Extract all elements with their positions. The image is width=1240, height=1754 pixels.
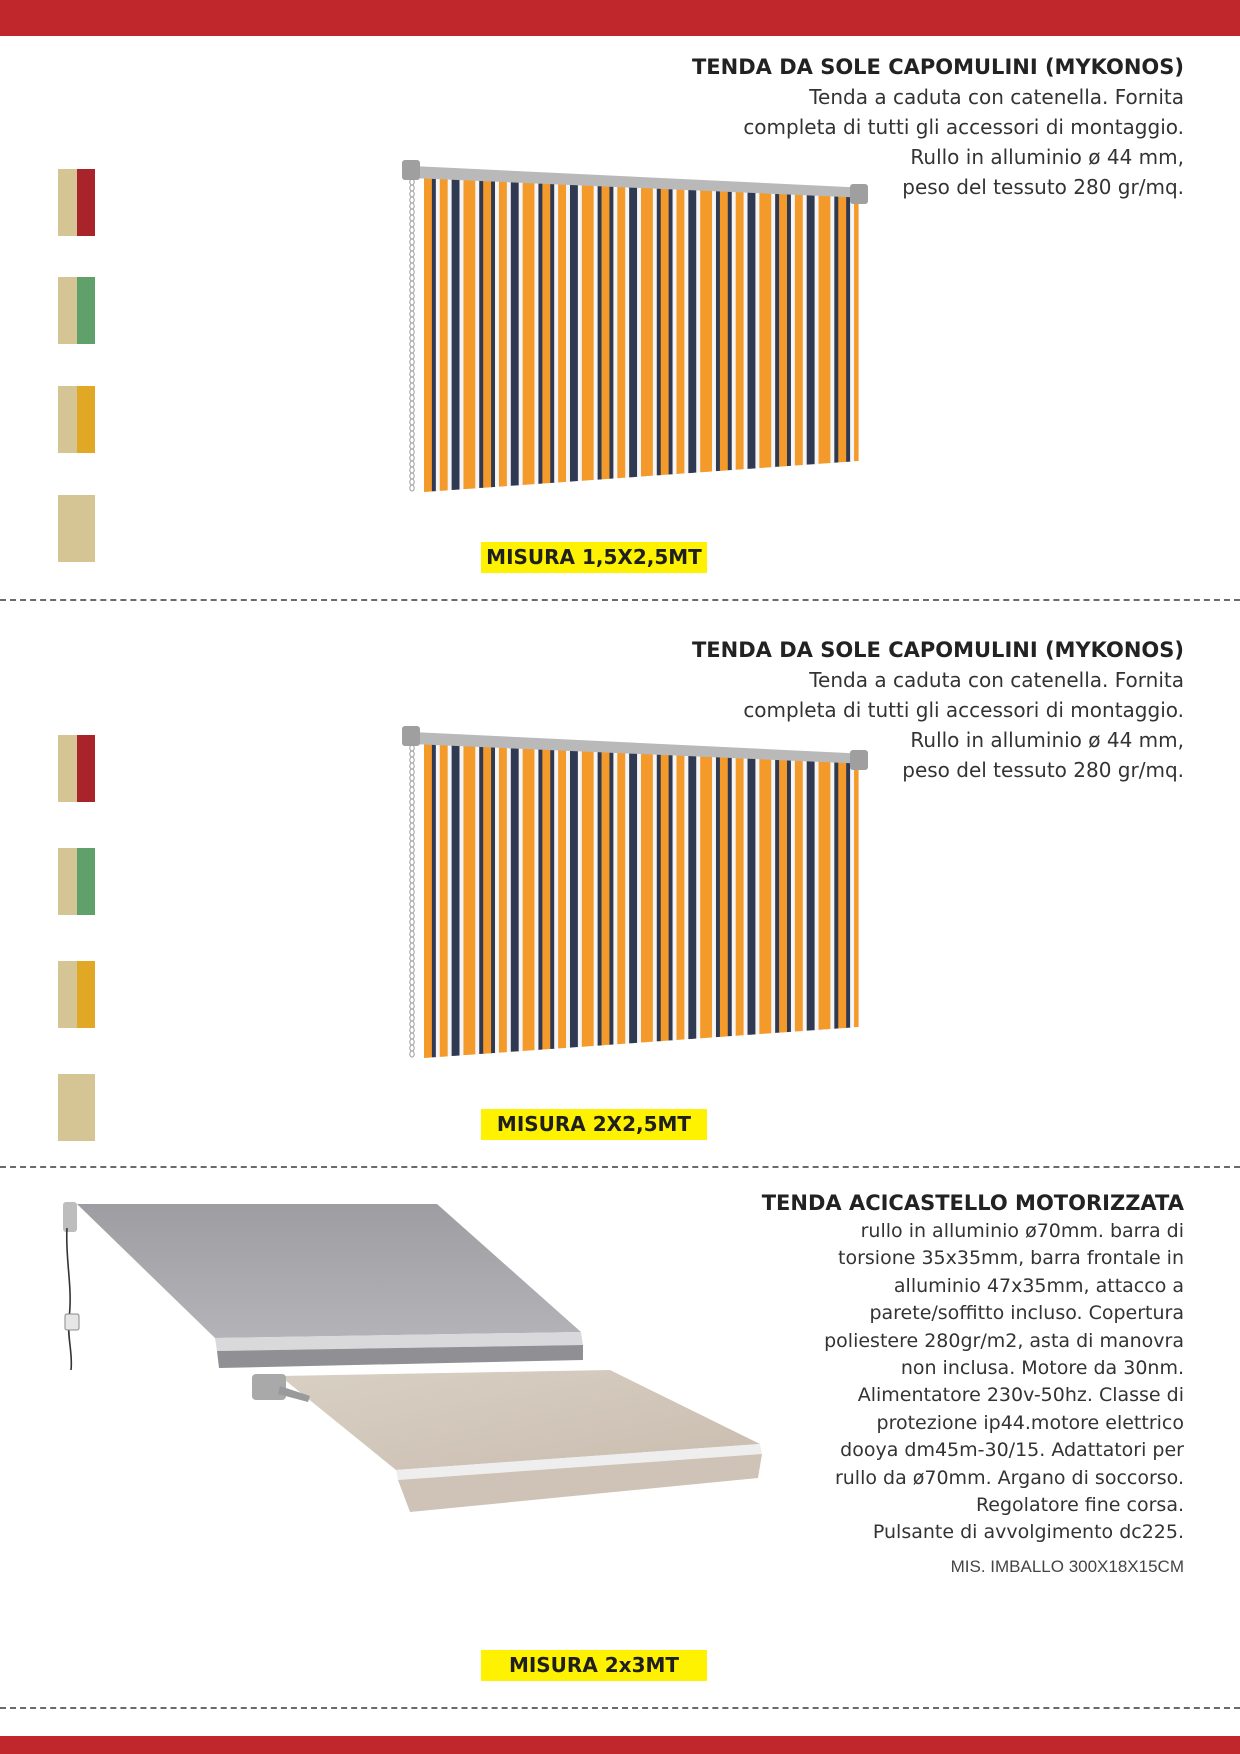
- description-line: Tenda a caduta con catenella. Fornita: [809, 85, 1184, 109]
- drop-awning-image: [398, 722, 874, 1067]
- description-line: peso del tessuto 280 gr/mq.: [902, 758, 1184, 782]
- product-section-3: [0, 1168, 1240, 1708]
- size-label: MISURA 2x3MT: [481, 1650, 707, 1681]
- color-swatch-yellow[interactable]: [58, 386, 95, 453]
- product-title: TENDA DA SOLE CAPOMULINI (MYKONOS): [691, 55, 1184, 79]
- description-line: dooya dm45m-30/15. Adattatori per: [840, 1439, 1184, 1462]
- description-line: Rullo in alluminio ø 44 mm,: [910, 145, 1184, 169]
- color-swatch-yellow[interactable]: [58, 961, 95, 1028]
- bottom-brand-bar: [0, 1736, 1240, 1754]
- product-section-2: [0, 600, 1240, 1166]
- color-swatch-green[interactable]: [58, 277, 95, 344]
- section-divider: [0, 1707, 1240, 1709]
- awning-fabric: [424, 740, 859, 1058]
- color-swatch-red[interactable]: [58, 169, 95, 236]
- description-line: completa di tutti gli accessori di montaggio.: [743, 698, 1184, 722]
- product-description: [762, 1188, 1184, 1579]
- description-line: rullo in alluminio ø70mm. barra di: [860, 1220, 1184, 1242]
- packaging-size: MIS. IMBALLO 300X18X15CM: [950, 1556, 1184, 1576]
- product-title: TENDA ACICASTELLO MOTORIZZATA: [761, 1191, 1184, 1215]
- description-line: poliestere 280gr/m2, asta di manovra: [824, 1329, 1184, 1352]
- color-swatch-beige[interactable]: [58, 1074, 95, 1141]
- color-swatch-red[interactable]: [58, 735, 95, 802]
- size-label: MISURA 1,5X2,5MT: [481, 542, 707, 573]
- description-line: Regolatore fine corsa.: [975, 1494, 1184, 1517]
- description-line: protezione ip44.motore elettrico: [876, 1411, 1184, 1434]
- description-line: non inclusa. Motore da 30nm.: [900, 1357, 1184, 1380]
- description-line: Alimentatore 230v-50hz. Classe di: [857, 1384, 1184, 1407]
- description-line: Rullo in alluminio ø 44 mm,: [910, 728, 1184, 752]
- description-line: Tenda a caduta con catenella. Fornita: [809, 668, 1184, 692]
- description-line: rullo da ø70mm. Argano di soccorso.: [834, 1466, 1184, 1489]
- product-section-1: [0, 0, 1240, 600]
- color-swatch-beige[interactable]: [58, 495, 95, 562]
- description-line: completa di tutti gli accessori di montaggio.: [743, 115, 1184, 139]
- drop-awning-image: [398, 156, 874, 501]
- description-line: Pulsante di avvolgimento dc225.: [872, 1521, 1184, 1544]
- color-swatch-green[interactable]: [58, 848, 95, 915]
- description-line: parete/soffitto incluso. Copertura: [869, 1302, 1184, 1325]
- description-line: alluminio 47x35mm, attacco a: [893, 1274, 1184, 1297]
- size-label: MISURA 2X2,5MT: [481, 1109, 707, 1140]
- product-title: TENDA DA SOLE CAPOMULINI (MYKONOS): [691, 638, 1184, 662]
- description-line: torsione 35x35mm, barra frontale in: [838, 1247, 1184, 1270]
- awning-fabric: [424, 174, 859, 492]
- motorized-awning-beige-image: [250, 1368, 766, 1528]
- description-line: peso del tessuto 280 gr/mq.: [902, 175, 1184, 199]
- motorized-awning-grey-image: [55, 1198, 595, 1378]
